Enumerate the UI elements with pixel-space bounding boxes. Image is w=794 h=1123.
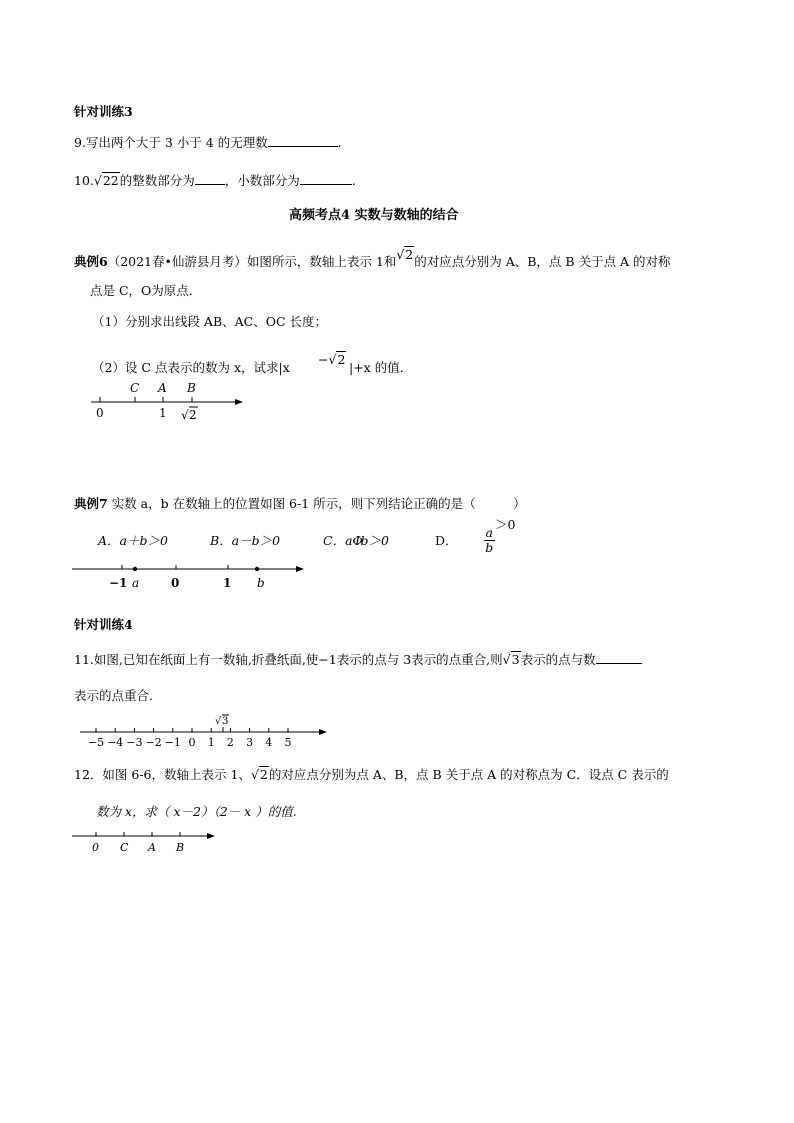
- question-11-text-b: 表示的点与数: [520, 652, 596, 667]
- tick-sqrt-symbol: √: [181, 408, 189, 422]
- sqrt3-radicand-label: 3: [222, 716, 229, 727]
- example-6-label: 典例6: [74, 254, 108, 269]
- minus-sign: −: [318, 352, 329, 367]
- answer-blank-10b[interactable]: [300, 172, 352, 185]
- option-d-tail: ＞0: [494, 517, 516, 532]
- example-7: [74, 496, 526, 512]
- sqrt-2-c-radicand: 2: [259, 767, 268, 782]
- number-line-example-6: [85, 374, 255, 424]
- question-9: [74, 134, 342, 151]
- tick-label-6: 1: [207, 736, 215, 749]
- option-d-label: D．: [435, 533, 458, 548]
- tick-label-9: 4: [265, 736, 273, 749]
- tick-label-1: −4: [107, 736, 124, 749]
- tick-one: 1: [223, 576, 232, 590]
- label-b: B: [176, 841, 185, 854]
- answer-blank-9[interactable]: [268, 134, 338, 147]
- question-12-text-b: 的对应点分别为点 A、B，点 B 关于点 A 的对称点为 C．设点 C 表示的: [268, 767, 669, 782]
- fraction-denominator: b: [485, 540, 494, 555]
- example-6-part2-a: （2）设 C 点表示的数为 x，试求|x: [92, 360, 290, 375]
- label-a: A: [148, 841, 156, 854]
- heading-practice-3: 针对训练3: [74, 104, 133, 119]
- tick-1: 1: [159, 406, 167, 420]
- example-6-part1: （1）分别求出线段 AB、AC、OC 长度；: [92, 314, 328, 329]
- point-b-label: B: [187, 381, 196, 395]
- number-line-question-12: [70, 830, 220, 856]
- tick-sqrt-2: 2: [189, 408, 197, 422]
- question-11-line1: [74, 651, 642, 668]
- number-line-example-7: [70, 560, 310, 594]
- tick-0: 0: [96, 406, 104, 420]
- tick-label-7: 2: [226, 736, 234, 749]
- sqrt-22: √22: [93, 173, 119, 188]
- point-b: b: [257, 576, 265, 590]
- tick-zero: 0: [171, 576, 180, 590]
- question-10-mid2: ，小数部分为: [224, 173, 300, 188]
- point-c-label: C: [130, 381, 140, 395]
- question-10-end: .: [351, 173, 356, 188]
- point-a: a: [132, 576, 140, 590]
- question-10-prefix: 10.: [74, 173, 94, 188]
- question-10-mid: 的整数部分为: [119, 173, 195, 188]
- sqrt-22-radicand: 22: [102, 173, 119, 188]
- sqrt-2: √2: [396, 247, 414, 262]
- example-6-part2-abs: [318, 352, 346, 368]
- example-7-label: 典例7: [74, 496, 108, 511]
- question-9-text: 9.写出两个大于 3 小于 4 的无理数: [74, 135, 268, 150]
- option-c-a: C．a: [323, 533, 353, 548]
- sqrt-2-radicand: 2: [405, 247, 414, 262]
- tick-label-8: 3: [246, 736, 254, 749]
- question-9-end: .: [337, 135, 342, 150]
- sqrt-2-c: √2: [250, 767, 268, 782]
- sqrt-2-b-radicand: 2: [337, 352, 346, 367]
- example-6-part2-c: |+x 的值．: [349, 360, 413, 375]
- option-a[interactable]: A．a＋b＞0: [98, 533, 168, 548]
- answer-blank-10a[interactable]: [195, 172, 225, 185]
- tick-minus-1: −1: [109, 576, 128, 590]
- question-12-text-a: 12．如图 6-6，数轴上表示 1、: [74, 767, 251, 782]
- label-c: C: [120, 841, 129, 854]
- option-c-symbol: Φ: [352, 533, 363, 548]
- sqrt-3-radicand: 3: [511, 652, 520, 667]
- option-b[interactable]: B．a－b＞0: [210, 533, 281, 548]
- option-c-b: b＞0: [360, 533, 389, 548]
- example-6-text2: 的对应点分别为 A、B，点 B 关于点 A 的对称: [414, 254, 671, 269]
- question-12-line1: [74, 767, 669, 783]
- point-a-label: A: [158, 381, 167, 395]
- tick-label-10: 5: [284, 736, 292, 749]
- tick-label-2: −3: [126, 736, 143, 749]
- fraction-numerator: a: [485, 525, 493, 540]
- sqrt3-symbol: √: [215, 716, 222, 727]
- sqrt-3: √3: [502, 652, 520, 667]
- question-11-line2: 表示的点重合.: [74, 688, 153, 703]
- example-6-source: （2021春•仙游县月考）如图所示，数轴上表示 1和: [107, 254, 397, 269]
- fraction-a-over-b: [484, 526, 495, 555]
- label-0: 0: [92, 841, 99, 854]
- heading-practice-4: 针对训练4: [74, 617, 133, 632]
- question-10: [74, 172, 356, 189]
- example-7-text: 实数 a，b 在数轴上的位置如图 6-1 所示，则下列结论正确的是（ ）: [111, 496, 526, 511]
- example-6-line1: [74, 247, 671, 270]
- tick-label-3: −2: [145, 736, 162, 749]
- option-c[interactable]: [323, 533, 389, 549]
- question-11-text-a: 11.如图,已知在纸面上有一数轴,折叠纸面,使−1表示的点与 3表示的点重合,则: [74, 652, 503, 667]
- sqrt-2-b: √2: [328, 352, 346, 367]
- example-6-line2: 点是 C，O为原点．: [90, 283, 202, 298]
- answer-blank-11[interactable]: [596, 651, 642, 664]
- number-line-question-11: [78, 712, 328, 750]
- section-title-4: 高频考点4 实数与数轴的结合: [289, 208, 459, 223]
- tick-label-4: −1: [164, 736, 181, 749]
- tick-label-5: 0: [188, 736, 196, 749]
- tick-label-0: −5: [87, 736, 105, 749]
- question-12-line2: 数为 x，求（ x－2）（2－ x ）的值.: [96, 804, 297, 819]
- option-d[interactable]: [435, 517, 516, 558]
